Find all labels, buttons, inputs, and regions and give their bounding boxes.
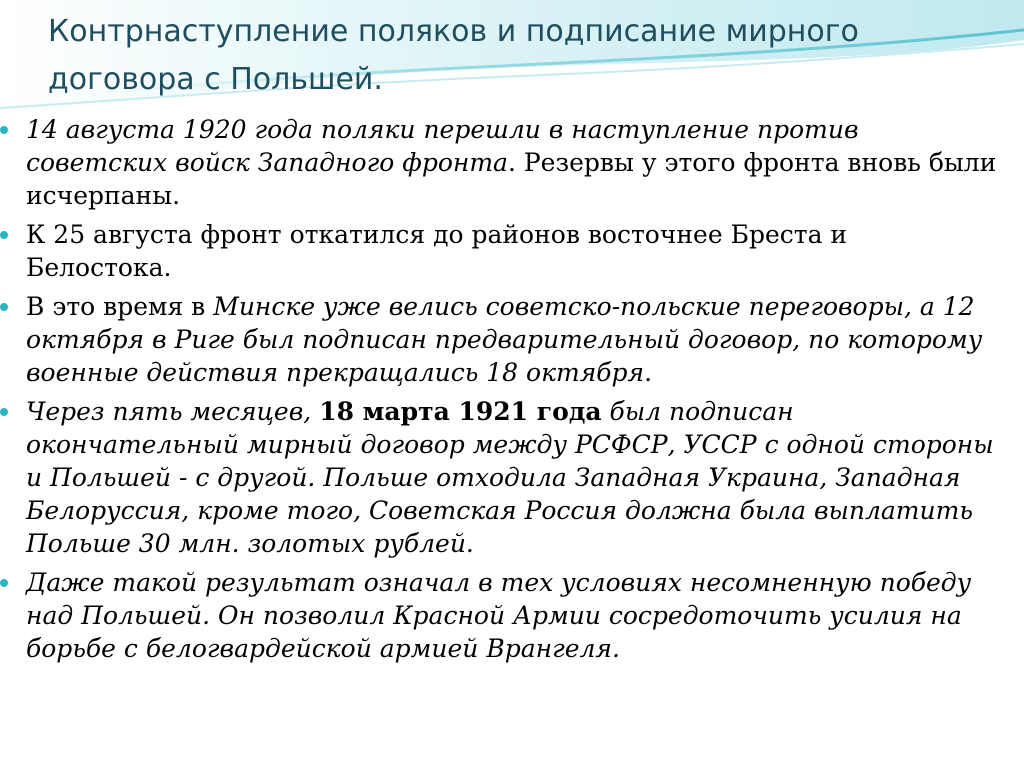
bullet-item-1 [0, 113, 1000, 212]
dot-bullet-icon [0, 303, 8, 311]
bullet-item-2 [0, 218, 1000, 284]
dot-bullet-icon [0, 231, 8, 239]
bullet-3-text-end: . [644, 358, 653, 387]
bullet-2-text: К 25 августа фронт откатился до районов восточнее Бреста и Белостока. [26, 220, 848, 282]
bullet-3-text-italic: Минске уже велись советско-польские переговоры, а 12 октября в Риге был подписан предварительный договор, по которому военные действия прекращались 18 октября [26, 292, 983, 387]
dot-bullet-icon [0, 126, 8, 134]
dot-bullet-icon [0, 408, 8, 416]
slide-title: Контрнаступление поляков и подписание мирного договора с Польшей. [48, 14, 859, 97]
bullet-5-text-italic: Даже такой результат означал в тех условиях несомненную победу над Польшей. Он позволил Красной Армии сосредоточить усилия на борьбе с белогвардейской армией Врангеля. [26, 568, 972, 663]
dot-bullet-icon [0, 579, 8, 587]
bullet-4-text-italic: был подписан окончательный мирный договор между РСФСР, УССР с одной стороны и Польшей - с другой. Польше отходила Западная Украина, Западная Белоруссия, кроме того, Советская Россия должна была выплатить Польше 30 млн. золотых рублей. [26, 397, 994, 558]
bullet-3-text-lead: В это время в [26, 292, 214, 321]
bullet-item-4 [0, 395, 1000, 560]
bullet-4-text-lead: Через пять месяцев, [26, 397, 320, 426]
bullet-list [0, 113, 1000, 671]
bullet-item-5 [0, 566, 1000, 665]
bullet-item-3 [0, 290, 1000, 389]
bullet-4-date-bold: 18 марта 1921 года [319, 397, 602, 426]
bullet-1-text-italic: 14 августа 1920 года поляки перешли в наступление против советских войск Западного фронта [26, 115, 859, 177]
bullet-1-text: . Резервы у этого фронта вновь были исчерпаны. [26, 148, 997, 210]
